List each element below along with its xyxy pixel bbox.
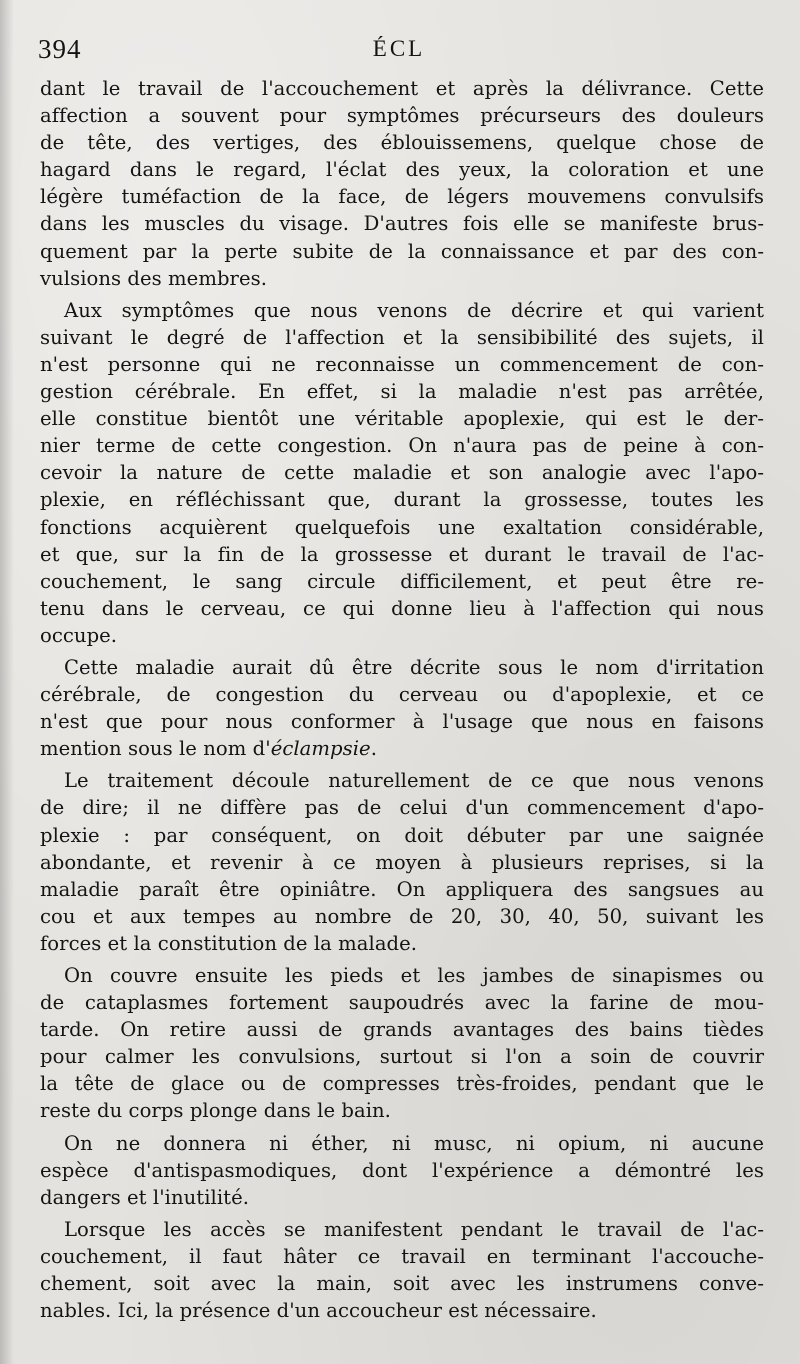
text-line: couchement, le sang circule difficilement, et peut être re-	[40, 569, 764, 593]
text-line: de tête, des vertiges, des éblouissemens, quelque chose de	[40, 131, 764, 155]
page-number: 394	[38, 34, 82, 64]
text-line	[40, 735, 764, 762]
italic-term: éclampsie	[270, 737, 371, 761]
text-line: elle constitue bientôt une véritable apoplexie, qui est le der-	[40, 407, 764, 431]
text-line: hagard dans le regard, l'éclat des yeux, la coloration et une	[40, 158, 764, 182]
text-line: On couvre ensuite les pieds et les jambes de sinapismes ou	[64, 964, 764, 987]
page-header	[38, 34, 760, 74]
text-line: de cataplasmes fortement saupoudrés avec la farine de mou-	[40, 991, 764, 1015]
text-line: tenu dans le cerveau, ce qui donne lieu à l'affection qui nous	[40, 596, 764, 620]
text-line: dans les muscles du visage. D'autres fois elle se manifeste brus-	[40, 212, 764, 236]
text-line: dant le travail de l'accouchement et après la délivrance. Cette	[40, 77, 764, 100]
text-line: vulsions des membres.	[40, 266, 267, 290]
text-line: cérébrale, de congestion du cerveau ou d'apoplexie, et ce	[40, 683, 764, 707]
text-line: suivant le degré de l'affection et la sensibibilité des sujets, il	[40, 325, 764, 349]
text-line: dangers et l'inutilité.	[40, 1185, 250, 1209]
text-line: et que, sur la fin de la grossesse et durant le travail de l'ac-	[40, 542, 764, 566]
page-gutter-shadow	[0, 0, 14, 1364]
paragraph	[40, 1216, 764, 1324]
text-line: n'est que pour nous conformer à l'usage que nous en faisons	[40, 710, 764, 734]
text-line: Le traitement découle naturellement de ce que nous venons	[64, 769, 764, 793]
text-line: nier terme de cette congestion. On n'aura pas de peine à con-	[40, 434, 764, 458]
paragraph	[40, 962, 764, 1125]
body-text	[40, 75, 764, 1329]
text-line: Aux symptômes que nous venons de décrire et qui varient	[64, 298, 764, 322]
running-head: ÉCL	[372, 36, 426, 61]
text-line: cou et aux tempes au nombre de 20, 30, 40, 50, suivant les	[40, 904, 764, 928]
text-line: nables. Ici, la présence d'un accoucheur est nécessaire.	[40, 1299, 597, 1323]
text-line: gestion cérébrale. En effet, si la maladie n'est pas arrêtée,	[40, 380, 764, 404]
text-line: On ne donnera ni éther, ni musc, ni opium, ni aucune	[64, 1131, 764, 1155]
text-fragment: .	[370, 737, 377, 761]
text-line: plexie : par conséquent, on doit débuter par une saignée	[40, 823, 764, 847]
text-line: reste du corps plonge dans le bain.	[40, 1099, 391, 1123]
paragraph	[40, 297, 764, 649]
text-line: abondante, et revenir à ce moyen à plusieurs reprises, si la	[40, 850, 764, 874]
text-fragment: mention sous le nom d'	[40, 737, 271, 761]
paragraph	[40, 654, 764, 762]
text-line: forces et la constitution de la malade.	[40, 931, 418, 955]
text-line: cevoir la nature de cette maladie et son analogie avec l'apo-	[40, 461, 764, 485]
text-line: chement, soit avec la main, soit avec les instrumens conve-	[40, 1272, 764, 1296]
text-line: affection a souvent pour symptômes précurseurs des douleurs	[40, 104, 764, 128]
text-line: maladie paraît être opiniâtre. On appliquera des sangsues au	[40, 877, 764, 901]
text-line: de dire; il ne diffère pas de celui d'un commencement d'apo-	[40, 796, 764, 820]
text-line: Lorsque les accès se manifestent pendant le travail de l'ac-	[64, 1217, 764, 1241]
text-line: légère tuméfaction de la face, de légers mouvemens convulsifs	[40, 185, 764, 209]
text-line: espèce d'antispasmodiques, dont l'expérience a démontré les	[40, 1158, 764, 1182]
paragraph	[40, 75, 764, 292]
text-line: plexie, en réfléchissant que, durant la grossesse, toutes les	[40, 488, 764, 512]
text-line: n'est personne qui ne reconnaisse un commencement de con-	[40, 352, 764, 376]
paragraph	[40, 1130, 764, 1211]
text-line: la tête de glace ou de compresses très-froides, pendant que le	[40, 1072, 764, 1096]
paragraph	[40, 767, 764, 957]
text-line: pour calmer les convulsions, surtout si l'on a soin de couvrir	[40, 1045, 764, 1069]
text-line: quement par la perte subite de la connaissance et par des con-	[40, 239, 764, 263]
text-line: couchement, il faut hâter ce travail en terminant l'accouche-	[40, 1244, 764, 1268]
text-line: Cette maladie aurait dû être décrite sous le nom d'irritation	[64, 655, 764, 679]
text-line: tarde. On retire aussi de grands avantages des bains tièdes	[40, 1018, 764, 1042]
text-line: occupe.	[40, 623, 118, 647]
text-line: fonctions acquièrent quelquefois une exaltation considérable,	[40, 515, 764, 539]
